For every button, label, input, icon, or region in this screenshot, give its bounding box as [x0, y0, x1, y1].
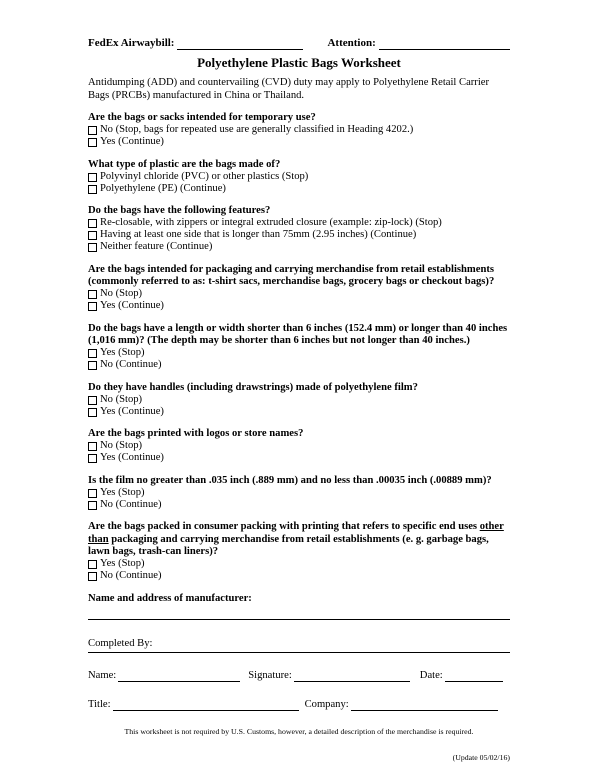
option-checkbox[interactable]	[88, 219, 97, 228]
title-row	[88, 698, 510, 711]
option-row	[88, 289, 510, 301]
option-label: Yes (Continue)	[100, 405, 164, 417]
question-text: Do the bags have the following features?	[88, 205, 271, 216]
option-row	[88, 441, 510, 453]
option-row	[88, 125, 510, 137]
option-checkbox[interactable]	[88, 302, 97, 311]
option-checkbox[interactable]	[88, 349, 97, 358]
option-checkbox[interactable]	[88, 396, 97, 405]
airwaybill-label: FedEx Airwaybill:	[88, 37, 175, 50]
option-checkbox[interactable]	[88, 454, 97, 463]
question-end-use	[88, 521, 510, 583]
attention-group	[327, 34, 509, 50]
title-label: Title:	[88, 698, 111, 710]
question-block	[88, 159, 510, 196]
question-block	[88, 264, 510, 313]
option-checkbox[interactable]	[88, 361, 97, 370]
airwaybill-field[interactable]	[177, 38, 303, 50]
option-checkbox[interactable]	[88, 501, 97, 510]
signature-row	[88, 669, 510, 682]
attention-field[interactable]	[379, 38, 510, 50]
signature-label: Signature:	[248, 669, 292, 681]
option-label: Polyvinyl chloride (PVC) or other plastics (Stop)	[100, 170, 309, 182]
option-row	[88, 487, 510, 499]
option-label: No (Stop)	[100, 393, 143, 405]
question-text-part1: Are the bags packed in consumer packing with printing that refers to specific end uses	[88, 521, 478, 532]
option-row	[88, 218, 510, 230]
option-row	[88, 137, 510, 149]
question-block	[88, 205, 510, 254]
option-row	[88, 230, 510, 242]
option-label: Yes (Stop)	[100, 347, 145, 359]
option-label: Neither feature (Continue)	[100, 241, 213, 253]
questions-list	[88, 112, 510, 511]
intro-paragraph: Antidumping (ADD) and countervailing (CVD) duty may apply to Polyethylene Retail Carrier Bags (PRCBs) manufactured in China or Thailand.	[88, 77, 490, 101]
company-field[interactable]	[351, 700, 498, 711]
option-label: No (Stop)	[100, 288, 143, 300]
question-block	[88, 382, 510, 419]
question-block	[88, 475, 510, 512]
question-text-part2: packaging and carrying merchandise from retail establishments (e. g. garbage bags, lawn bags, trash-can liners)?	[88, 533, 489, 557]
airwaybill-group	[88, 34, 303, 50]
question-text: Are the bags printed with logos or store names?	[88, 428, 304, 439]
option-row	[88, 348, 510, 360]
option-checkbox[interactable]	[88, 290, 97, 299]
option-row	[88, 559, 510, 571]
option-checkbox[interactable]	[88, 243, 97, 252]
question-block	[88, 323, 510, 372]
title-field[interactable]	[113, 700, 299, 711]
option-row	[88, 499, 510, 511]
name-field[interactable]	[118, 671, 240, 682]
option-row	[88, 571, 510, 583]
option-checkbox[interactable]	[88, 126, 97, 135]
option-row	[88, 171, 510, 183]
question-block	[88, 112, 510, 149]
question-text: Are the bags or sacks intended for temporary use?	[88, 112, 316, 123]
page-title: Polyethylene Plastic Bags Worksheet	[197, 55, 401, 70]
update-date: (Update 05/02/16)	[452, 753, 510, 763]
name-label: Name:	[88, 669, 117, 681]
manufacturer-label: Name and address of manufacturer:	[88, 592, 252, 604]
manufacturer-field[interactable]	[88, 619, 510, 620]
option-checkbox[interactable]	[88, 442, 97, 451]
question-text: Do the bags have a length or width shorter than 6 inches (152.4 mm) or longer than 40 inches (1,016 mm)? (The depth may be shorter than 6 inches but not longer than 40 inches.)	[88, 322, 508, 346]
option-checkbox[interactable]	[88, 408, 97, 417]
option-row	[88, 360, 510, 372]
option-label: Polyethylene (PE) (Continue)	[100, 182, 226, 194]
option-label: Re-closable, with zippers or integral extruded closure (example: zip-lock) (Stop)	[100, 217, 442, 229]
question-text: Do they have handles (including drawstrings) made of polyethylene film?	[88, 381, 418, 393]
question-text: Are the bags intended for packaging and carrying merchandise from retail establishments (commonly referred to as: t-shirt sacs, merchandise bags, grocery bags or checkout bags)?	[88, 263, 495, 287]
option-checkbox[interactable]	[88, 138, 97, 147]
option-row	[88, 394, 510, 406]
date-label: Date:	[419, 669, 443, 681]
completed-by-label: Completed By:	[88, 638, 510, 653]
option-row	[88, 301, 510, 313]
header-row	[88, 34, 510, 50]
option-label: Having at least one side that is longer than 75mm (2.95 inches) (Continue)	[100, 229, 417, 241]
attention-label: Attention:	[327, 37, 376, 50]
option-label: Yes (Continue)	[100, 452, 164, 464]
option-checkbox[interactable]	[88, 560, 97, 569]
footer-note: This worksheet is not required by U.S. Customs, however, a detailed description of the merchandise is required.	[124, 727, 474, 736]
worksheet	[88, 34, 510, 762]
option-label: No (Stop)	[100, 440, 143, 452]
option-row	[88, 242, 510, 254]
option-label: Yes (Stop)	[100, 558, 145, 570]
option-checkbox[interactable]	[88, 231, 97, 240]
option-row	[88, 183, 510, 195]
question-block	[88, 428, 510, 465]
option-row	[88, 406, 510, 418]
option-label: No (Stop, bags for repeated use are generally classified in Heading 4202.)	[100, 124, 414, 136]
signature-field[interactable]	[294, 671, 410, 682]
option-checkbox[interactable]	[88, 572, 97, 581]
option-row	[88, 453, 510, 465]
date-field[interactable]	[445, 671, 503, 682]
option-label: No (Continue)	[100, 570, 162, 582]
option-label: Yes (Continue)	[100, 300, 164, 312]
option-label: No (Continue)	[100, 359, 162, 371]
company-label: Company:	[304, 698, 349, 710]
option-label: No (Continue)	[100, 498, 162, 510]
option-checkbox[interactable]	[88, 489, 97, 498]
option-checkbox[interactable]	[88, 185, 97, 194]
question-text: What type of plastic are the bags made of?	[88, 158, 281, 170]
question-text: Is the film no greater than .035 inch (.889 mm) and no less than .00035 inch (.00889 mm)?	[88, 474, 492, 486]
option-label: Yes (Continue)	[100, 136, 164, 148]
question-text	[88, 521, 510, 559]
question-text-underlined: other than	[88, 521, 504, 545]
option-checkbox[interactable]	[88, 173, 97, 182]
option-label: Yes (Stop)	[100, 486, 145, 498]
